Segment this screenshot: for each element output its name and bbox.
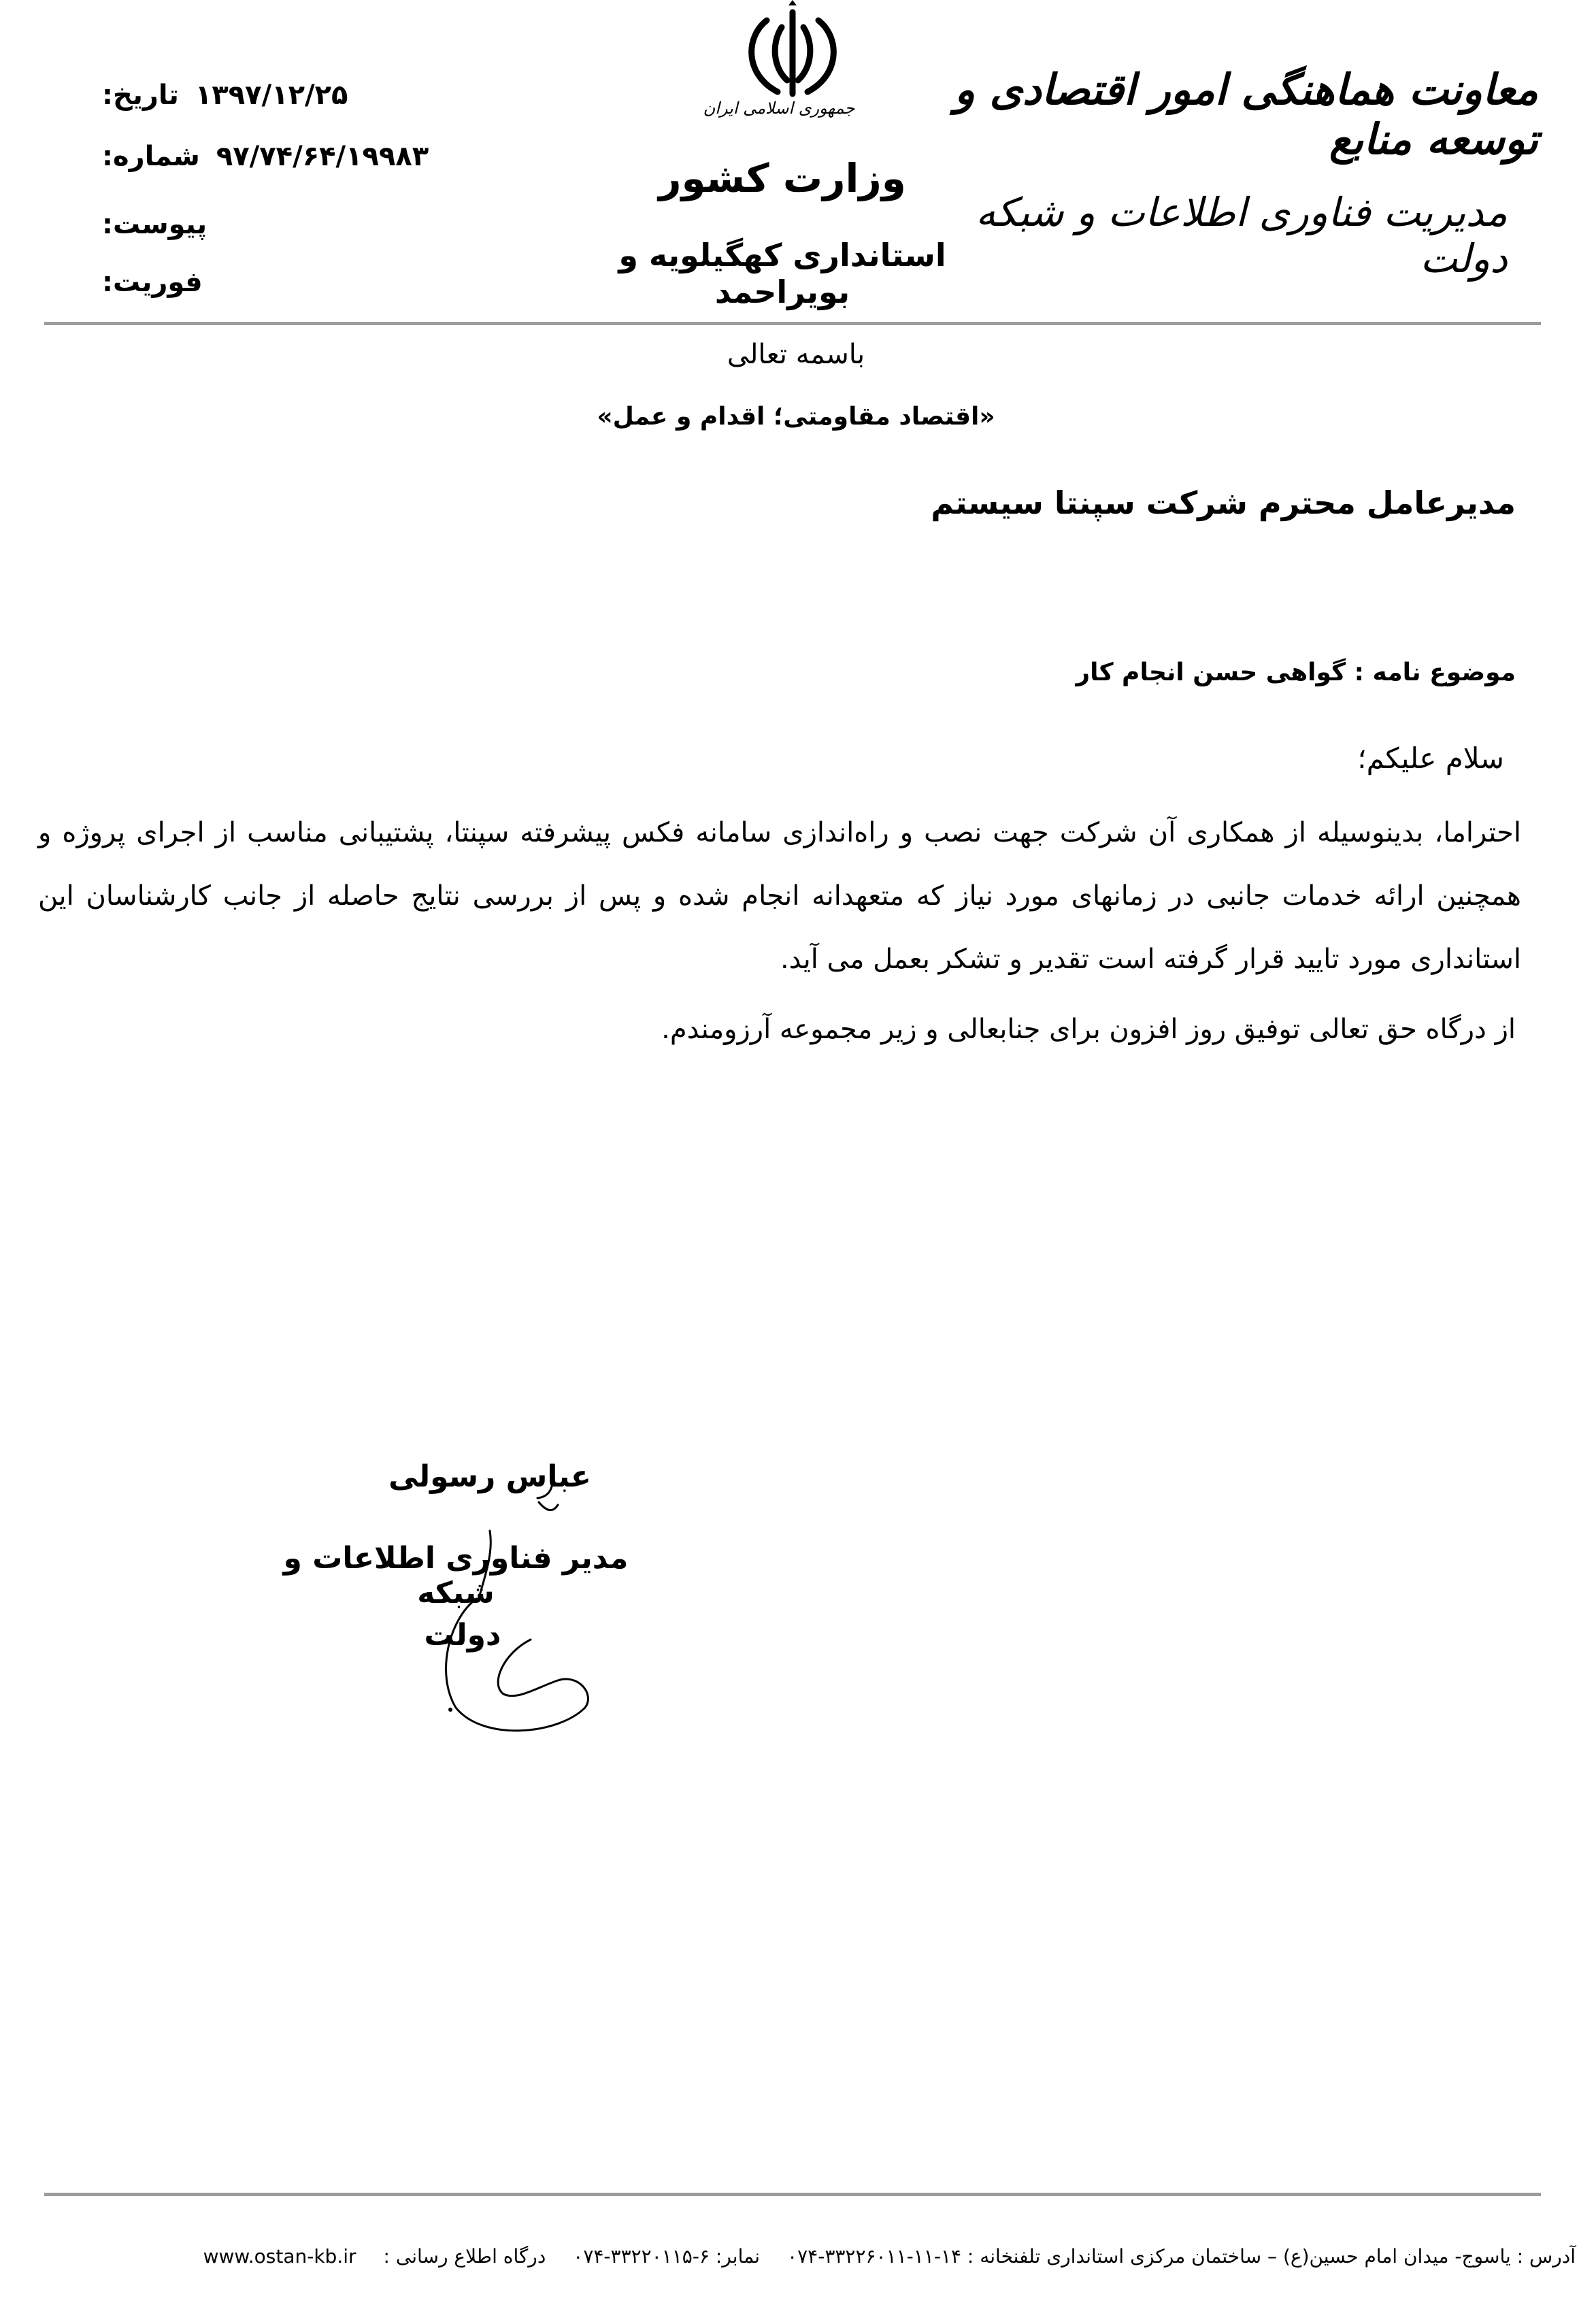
- department-title: معاونت هماهنگی امور اقتصادی و توسعه منابع: [954, 65, 1538, 164]
- number-field: [102, 136, 456, 177]
- urgency-field: [102, 262, 456, 303]
- number-value: ۹۷/۷۴/۶۴/۱۹۹۸۳: [216, 141, 429, 172]
- footer-fax: نمابر: ۶-۳۳۲۲۰۱۱۵-۰۷۴: [573, 2245, 761, 2268]
- signatory-title: مدیر فناوری اطلاعات و شبکه: [283, 1541, 629, 1610]
- date-label: تاریخ:: [102, 80, 179, 111]
- header-divider: [44, 322, 1541, 325]
- footer-portal-link[interactable]: www.ostan-kb.ir: [203, 2245, 356, 2268]
- letter-body: احتراما، بدینوسیله از همکاری آن شرکت جهت نصب و راه‌اندازی سامانه فکس پیشرفته سپنتا، پشتیبانی مناسب از اجرای پروژه و همچنین ارائه خدمات جانبی در زمانهای مورد نیاز که متعهدانه انجام شده و پس از بررسی نتایج حاصله از جانب کارشناسان این استانداری مورد تایید قرار گرفته است تقدیر و تشکر بعمل می آید.: [38, 817, 1521, 975]
- slogan: «اقتصاد مقاومتی؛ اقدام و عمل»: [597, 403, 995, 431]
- date-value: ۱۳۹۷/۱۲/۲۵: [195, 80, 348, 111]
- footer-portal-label: درگاه اطلاع رسانی :: [383, 2245, 546, 2268]
- closing-line: از درگاه حق تعالی توفیق روز افزون برای جنابعالی و زیر مجموعه آرزومندم.: [661, 1014, 1516, 1045]
- ministry-title: وزارت کشور: [659, 155, 906, 201]
- attachment-field: [102, 204, 456, 245]
- footer-divider: [44, 2193, 1541, 2196]
- signatory-name: عباس رسولی: [388, 1459, 591, 1494]
- footer: [20, 2245, 1576, 2268]
- basmala: باسمه تعالی: [727, 339, 865, 370]
- number-label: شماره:: [102, 141, 200, 172]
- date-field: [102, 75, 456, 116]
- subject-line: موضوع نامه : گواهی حسن انجام کار: [1076, 659, 1516, 686]
- footer-address: آدرس : یاسوج- میدان امام حسین(ع) – ساختمان مرکزی استانداری تلفنخانه : ۱۴-۱۱-۳۳۲۲۶۰۱۱-۰۷۴: [787, 2245, 1576, 2268]
- handwritten-signature: [333, 1449, 619, 1742]
- recipient: مدیرعامل محترم شرکت سپنتا سیستم: [931, 484, 1516, 521]
- office-title: مدیریت فناوری اطلاعات و شبکه دولت: [976, 189, 1508, 282]
- urgency-label: فوریت:: [102, 267, 203, 298]
- emblem-caption: جمهوری اسلامی ایران: [703, 99, 855, 118]
- attachment-label: پیوست:: [102, 209, 207, 240]
- greeting: سلام علیکم؛: [1357, 742, 1504, 775]
- province-title: استانداری کهگیلویه و بویراحمد: [618, 237, 946, 310]
- signatory-title-cont: دولت: [424, 1618, 501, 1653]
